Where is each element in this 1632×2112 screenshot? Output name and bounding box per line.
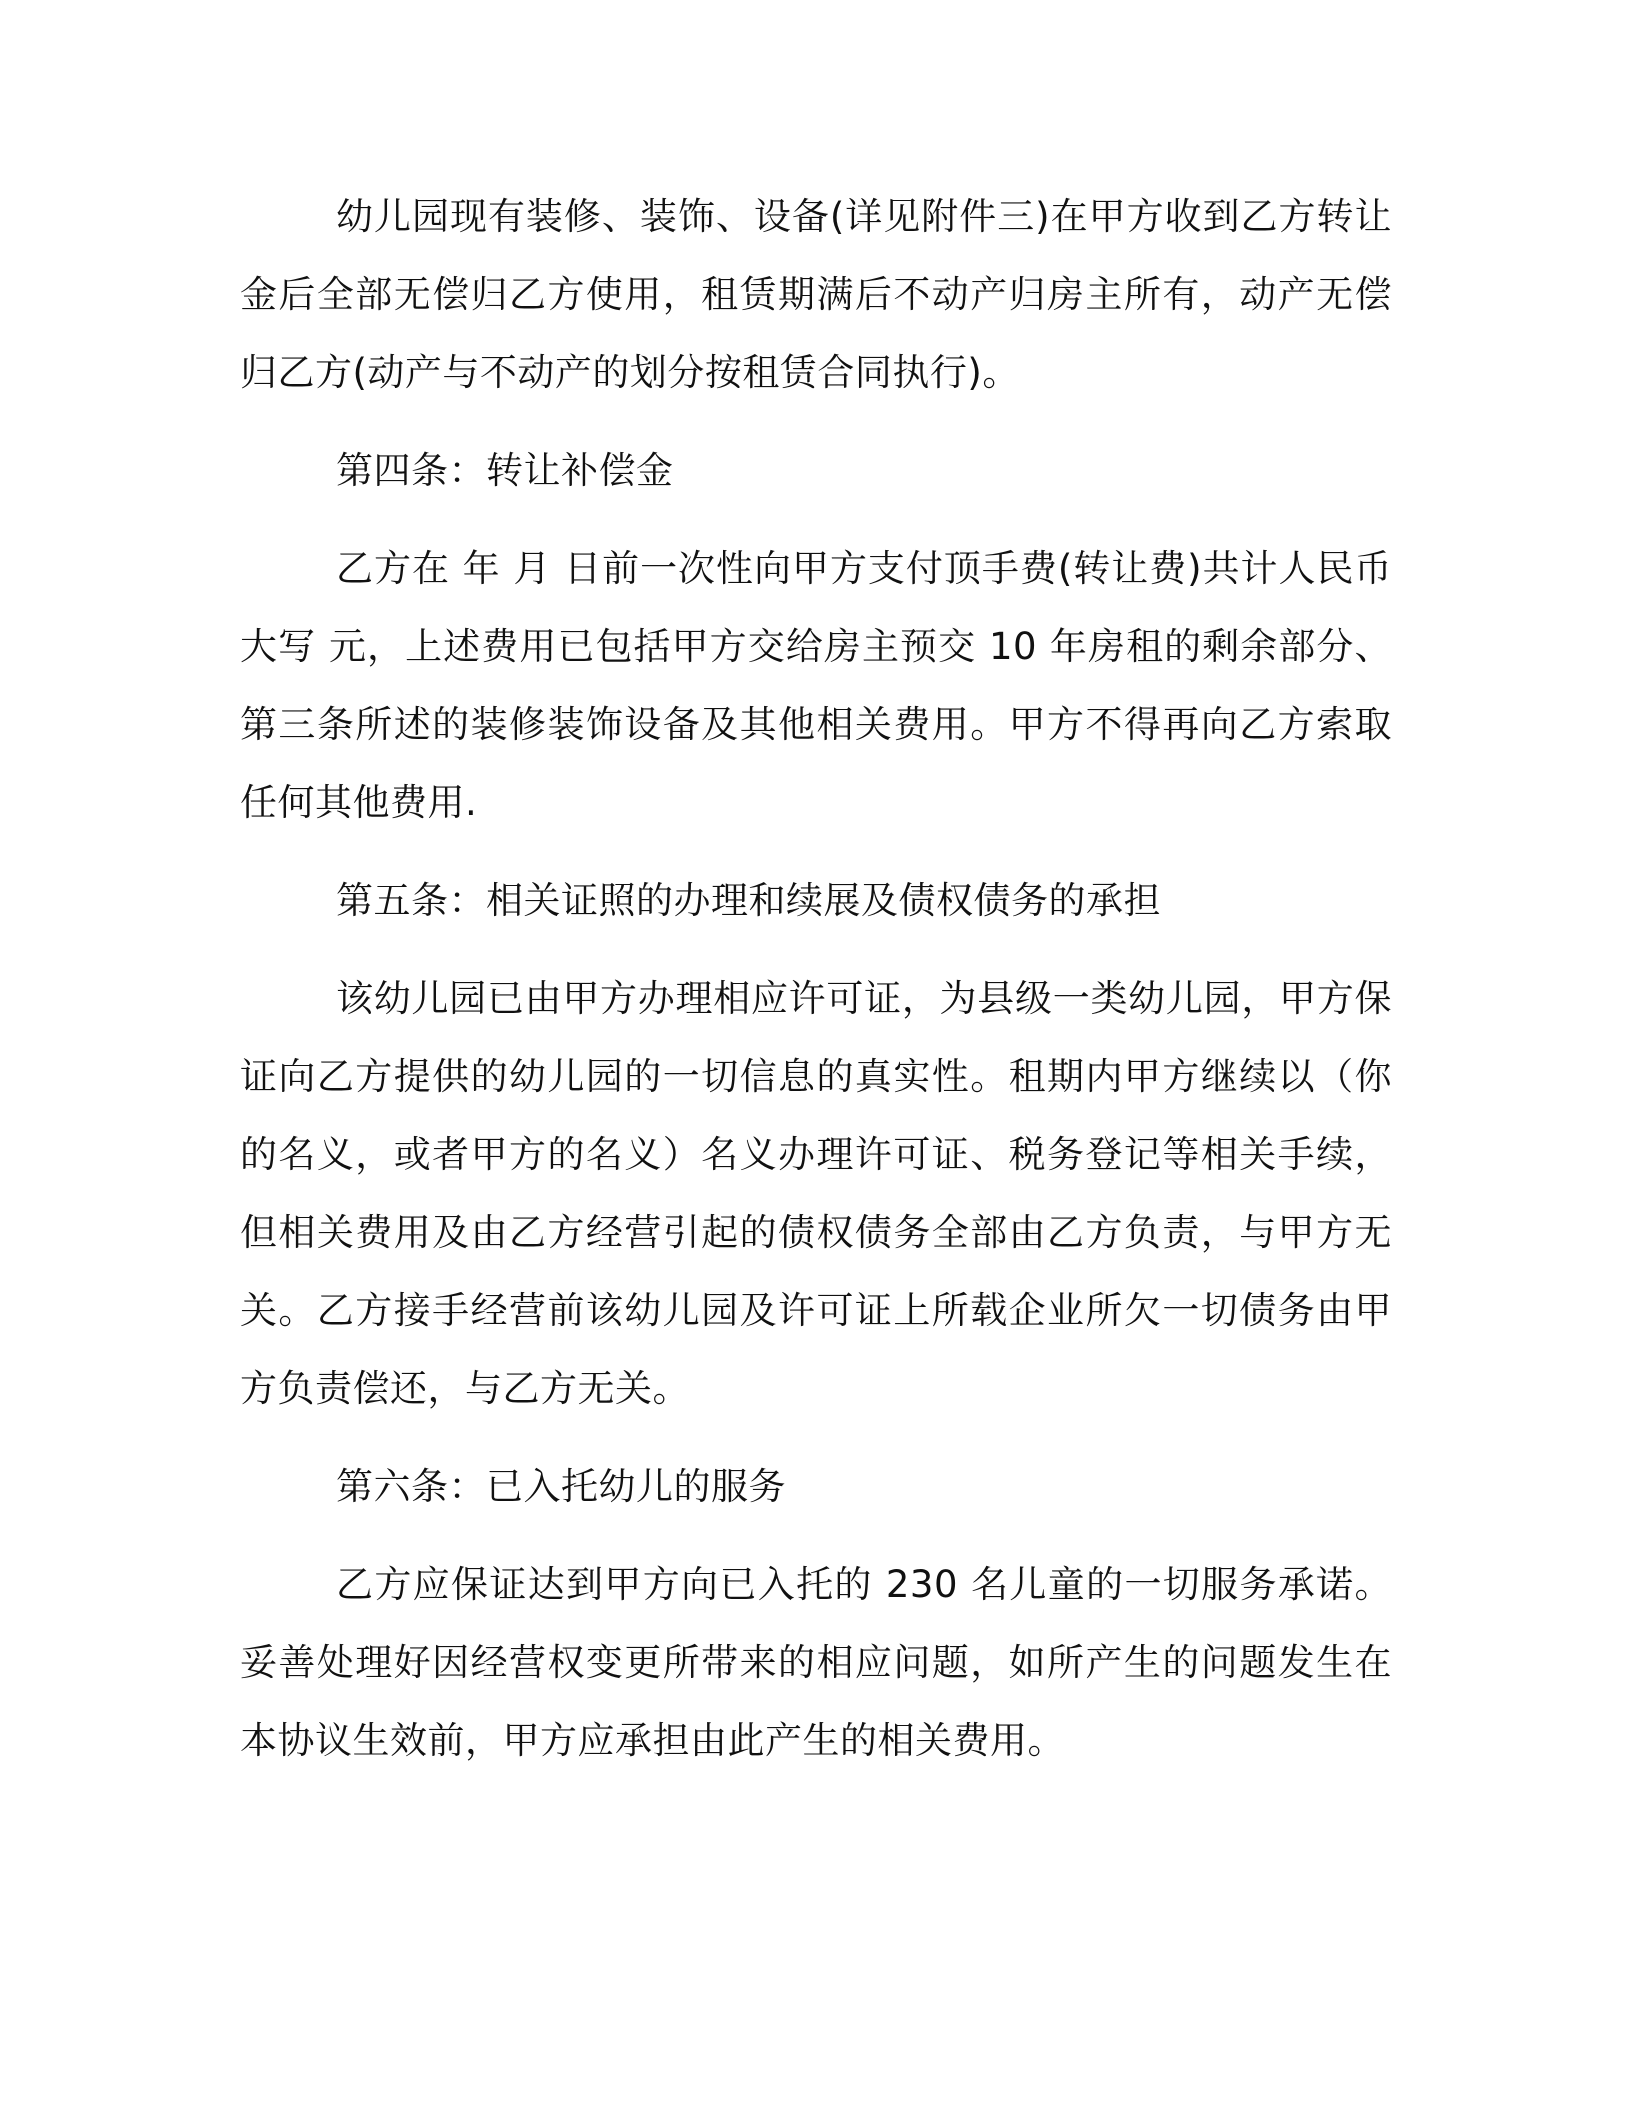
heading-clause4: 第四条：转让补偿金 [336,449,674,492]
paragraph-clause6: 乙方应保证达到甲方向已入托的 230 名儿童的一切服务承诺。妥善处理好因经营权变更所带来的相应问题，如所产生的问题发生在本协议生效前，甲方应承担由此产生的相关费用。 [240,1563,1392,1762]
paragraph-clause5: 该幼儿园已由甲方办理相应许可证，为县级一类幼儿园，甲方保证向乙方提供的幼儿园的一切信息的真实性。租期内甲方继续以（你的名义，或者甲方的名义）名义办理许可证、税务登记等相关手续，但相关费用及由乙方经营引起的债权债务全部由乙方负责，与甲方无关。乙方接手经营前该幼儿园及许可证上所载企业所欠一切债务由甲方负责偿还，与乙方无关。 [240,977,1392,1410]
paragraph-clause3-tail: 幼儿园现有装修、装饰、设备(详见附件三)在甲方收到乙方转让金后全部无偿归乙方使用，租赁期满后不动产归房主所有，动产无偿归乙方(动产与不动产的划分按租赁合同执行)。 [240,195,1392,394]
heading-clause5: 第五条：相关证照的办理和续展及债权债务的承担 [336,879,1161,922]
heading-clause6: 第六条：已入托幼儿的服务 [336,1465,786,1508]
document-body [240,178,1392,1780]
paragraph-clause4: 乙方在 年 月 日前一次性向甲方支付顶手费(转让费)共计人民币大写 元，上述费用已包括甲方交给房主预交 10 年房租的剩余部分、第三条所述的装修装饰设备及其他相关费用。甲方不得再向乙方索取任何其他费用. [240,547,1392,824]
